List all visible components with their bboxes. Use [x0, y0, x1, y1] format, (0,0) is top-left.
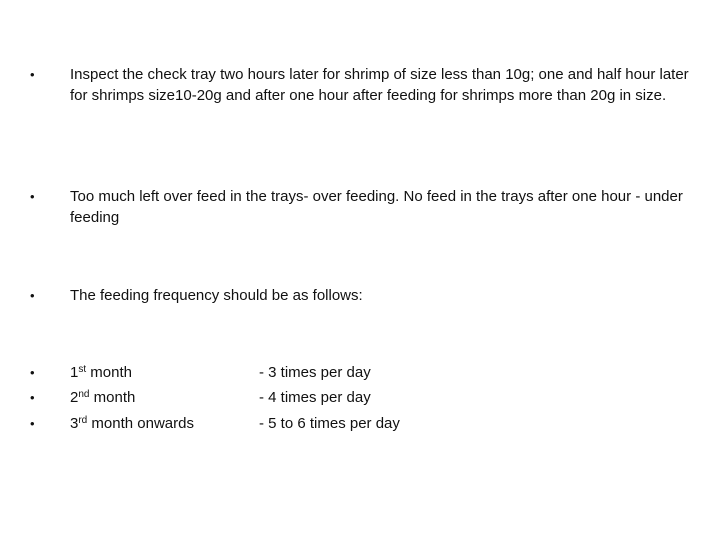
- schedule-row-month-2: [30, 387, 690, 409]
- schedule-ordinal: 2: [70, 389, 79, 406]
- schedule-row-month-1: [30, 362, 690, 384]
- schedule-ordinal-suffix: st: [78, 364, 87, 375]
- bullet-icon: •: [30, 365, 35, 380]
- schedule-label: [70, 387, 135, 409]
- schedule-label: [70, 362, 132, 384]
- schedule-label: [70, 413, 194, 435]
- schedule-ordinal-suffix: nd: [78, 389, 90, 400]
- schedule-ordinal: 3: [70, 415, 79, 432]
- schedule-label-rest: month: [89, 389, 136, 406]
- bullet-icon: •: [30, 288, 35, 303]
- bullet-icon: •: [30, 416, 35, 431]
- schedule-label-rest: month: [86, 364, 132, 381]
- bullet-text: Inspect the check tray two hours later for shrimp of size less than 10g; one and half hour later for shrimps size10-20g and after one hour after feeding for shrimps more than 20g in size.: [70, 66, 689, 104]
- schedule-row-month-3-onwards: [30, 413, 690, 435]
- schedule-label-rest: month onwards: [87, 415, 194, 432]
- bullet-text: The feeding frequency should be as follows:: [70, 287, 363, 304]
- schedule-value: - 5 to 6 times per day: [259, 415, 400, 432]
- schedule-ordinal: 1: [70, 364, 79, 381]
- bullet-text: Too much left over feed in the trays- over feeding. No feed in the trays after one hour - under feeding: [70, 188, 683, 226]
- schedule-value: - 3 times per day: [259, 364, 371, 381]
- bullet-icon: •: [30, 189, 35, 204]
- schedule-value: - 4 times per day: [259, 389, 371, 406]
- schedule-ordinal-suffix: rd: [78, 415, 88, 426]
- bullet-icon: •: [30, 67, 35, 82]
- bullet-icon: •: [30, 390, 35, 405]
